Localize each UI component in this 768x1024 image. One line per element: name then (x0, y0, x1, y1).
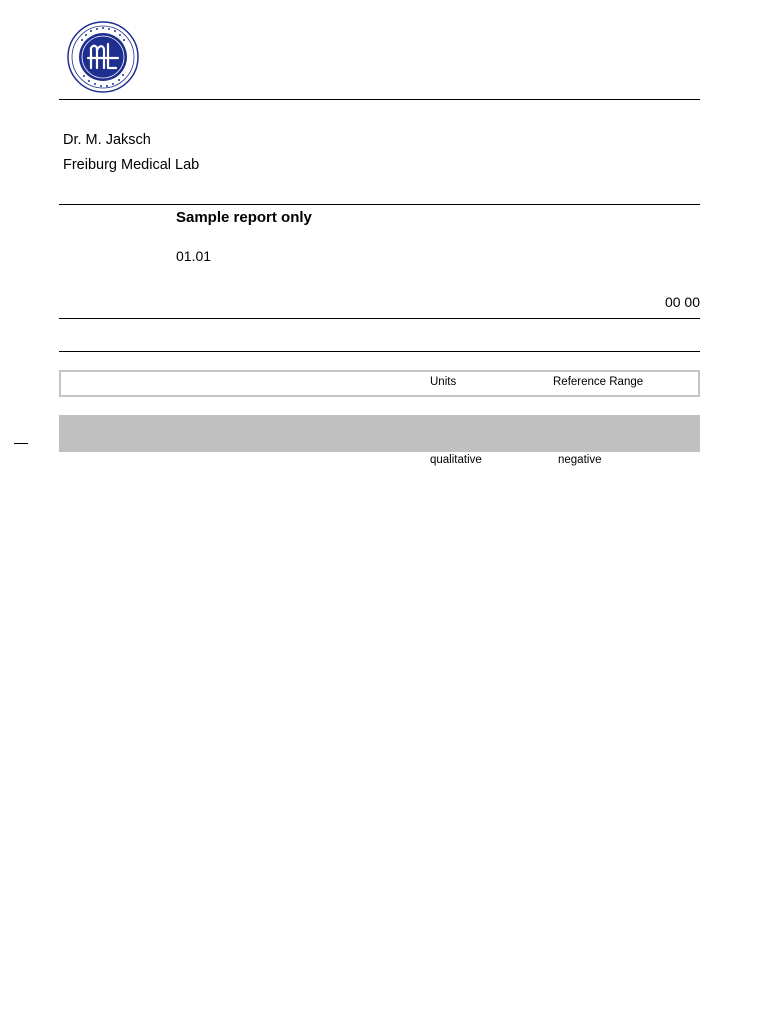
address-divider (59, 204, 700, 205)
column-header-units: Units (430, 376, 457, 388)
report-time: 00 00 (664, 294, 700, 310)
header-divider (59, 99, 700, 100)
report-title: Sample report only (176, 209, 312, 226)
lab-seal-logo-icon (64, 20, 142, 94)
doctor-name: Dr. M. Jaksch (63, 132, 151, 148)
report-date: 01.01 (176, 248, 212, 264)
result-units-cell: qualitative (430, 454, 482, 466)
result-reference-range-cell: negative (558, 454, 602, 466)
margin-mark (14, 443, 28, 444)
lab-name: Freiburg Medical Lab (63, 157, 200, 173)
report-divider (59, 318, 700, 319)
column-header-reference-range: Reference Range (553, 376, 644, 388)
results-section-band (59, 415, 700, 452)
section-divider (59, 351, 700, 352)
